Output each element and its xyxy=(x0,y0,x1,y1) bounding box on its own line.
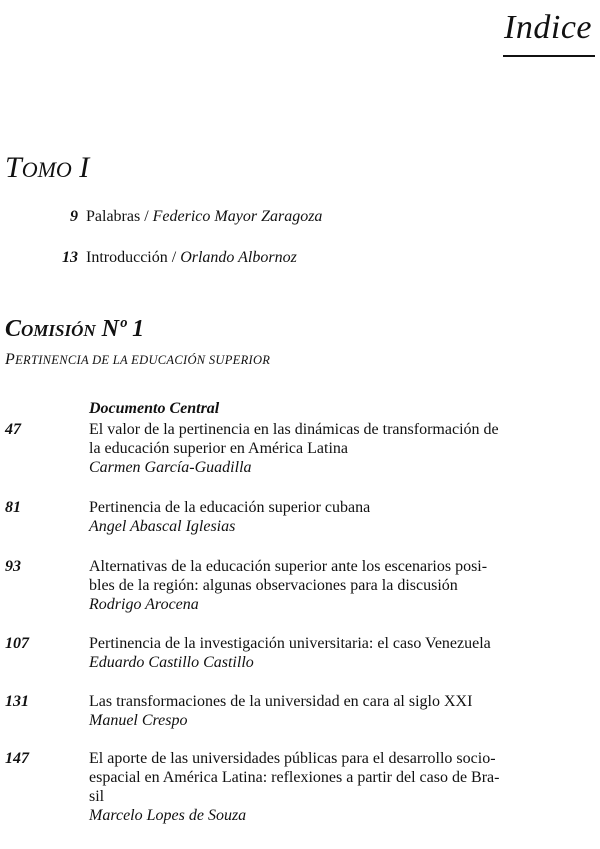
toc-entry-title-line: sil xyxy=(89,788,105,805)
toc-page-number: 13 xyxy=(62,249,78,266)
volume-heading-rest: OMO xyxy=(21,157,72,182)
volume-numeral: I xyxy=(79,151,90,184)
toc-entry-title-line: El aporte de las universidades públicas para el desarrollo socio- xyxy=(89,750,496,767)
toc-entry-title-line: la educación superior en América Latina xyxy=(89,440,348,457)
volume-heading-initial: T xyxy=(5,151,22,184)
index-header xyxy=(504,6,592,50)
toc-entry-body xyxy=(89,420,594,477)
commission-heading xyxy=(5,315,144,345)
toc-entry-body xyxy=(89,498,594,536)
toc-entry-body xyxy=(89,634,594,672)
commission-heading-initial: C xyxy=(5,316,22,342)
toc-page-number: 147 xyxy=(5,750,29,767)
toc-page-number: 9 xyxy=(70,208,78,225)
toc-front-item[interactable] xyxy=(54,248,297,268)
toc-page-number: 107 xyxy=(5,635,29,652)
toc-page-number: 81 xyxy=(5,499,21,516)
toc-entry-title-line: Las transformaciones de la universidad en cara al siglo XXI xyxy=(89,693,473,710)
toc-entry-body xyxy=(89,692,594,730)
index-title: Indice xyxy=(504,9,592,46)
toc-item-author: Orlando Albornoz xyxy=(180,249,297,266)
volume-heading xyxy=(5,150,89,188)
toc-entry-author: Marcelo Lopes de Souza xyxy=(89,807,247,824)
toc-item-title: Introducción / xyxy=(86,249,177,266)
toc-entry-author: Angel Abascal Iglesias xyxy=(89,518,236,535)
toc-entry-title-line: bles de la región: algunas observaciones para la discusión xyxy=(89,577,458,594)
toc-entry-author: Eduardo Castillo Castillo xyxy=(89,654,254,671)
toc-entry-author: Rodrigo Arocena xyxy=(89,596,199,613)
commission-number: Nº 1 xyxy=(101,316,145,342)
toc-page-number: 47 xyxy=(5,421,21,438)
toc-page-number: 131 xyxy=(5,693,29,710)
toc-entry-title-line: Alternativas de la educación superior ante los escenarios posi- xyxy=(89,558,488,575)
toc-item-author: Federico Mayor Zaragoza xyxy=(152,208,323,225)
toc-entry-title-line: espacial en América Latina: reflexiones a partir del caso de Bra- xyxy=(89,769,500,786)
toc-entry-body xyxy=(89,749,594,825)
toc-entry-title-line: Pertinencia de la educación superior cubana xyxy=(89,499,371,516)
commission-heading-rest: OMISIÓN xyxy=(21,321,96,340)
toc-entry-author: Carmen García-Guadilla xyxy=(89,459,252,476)
title-underline xyxy=(503,55,595,57)
toc-item-title: Palabras / xyxy=(86,208,149,225)
toc-entry-title-line: Pertinencia de la investigación universitaria: el caso Venezuela xyxy=(89,635,491,652)
subtitle-initial: P xyxy=(5,351,16,368)
toc-page-number: 93 xyxy=(5,558,21,575)
toc-entry-title-line: El valor de la pertinencia en las dinámicas de transformación de xyxy=(89,421,499,438)
section-label: Documento Central xyxy=(89,400,220,417)
toc-entry-body xyxy=(89,557,594,614)
toc-front-item[interactable] xyxy=(54,207,322,227)
subtitle-rest: ERTINENCIA DE LA EDUCACIÓN SUPERIOR xyxy=(15,353,271,367)
commission-subtitle xyxy=(5,350,270,370)
toc-entry-author: Manuel Crespo xyxy=(89,712,188,729)
